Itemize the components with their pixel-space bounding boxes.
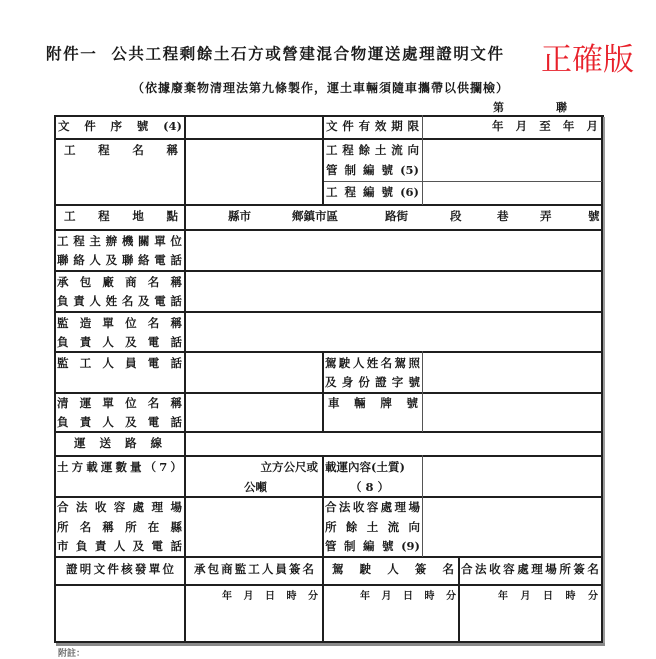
supervisor-label-line1: 監 造 單 位 名 稱	[57, 316, 182, 330]
project-no-field[interactable]	[424, 183, 601, 204]
table-shadow-right	[603, 117, 605, 644]
supervisor-field[interactable]	[186, 313, 601, 351]
location-number: 號	[588, 209, 600, 223]
footnote-label: 附註：	[58, 649, 86, 659]
project-name-label: 工 程 名 稱	[64, 143, 178, 157]
doc-serial-label: 文 件 序 號 (4)	[58, 119, 182, 133]
table-shadow-bottom	[56, 643, 605, 646]
copy-number-label-prefix: 第	[493, 101, 504, 114]
route-field[interactable]	[186, 433, 601, 455]
contractor-label-line2: 負 責 人 姓 名 及 電 話	[57, 294, 182, 308]
location-township: 鄉鎮市區	[292, 209, 338, 223]
plate-label: 車 輛 牌 號	[328, 396, 418, 410]
flow-control-label-line1: 工 程 餘 土 流 向	[326, 143, 419, 157]
quantity-label: 土 方 載 運 數 量 （ 7 ）	[57, 460, 182, 474]
inspector-phone-label: 監 工 人 員 電 話	[57, 356, 182, 370]
sig-datetime-contractor: 年 月 日 時 分	[222, 591, 318, 602]
project-no-label: 工 程 編 號 (6)	[326, 185, 419, 199]
disposal-flow-label-line1: 合 法 收 容 處 理 場	[325, 500, 420, 514]
sig-header-disposal-site: 合 法 收 容 處 理 場 所 簽 名	[461, 562, 599, 576]
disposal-flow-label-line2: 所 餘 土 流 向	[325, 520, 420, 534]
disposal-label-line1: 合 法 收 容 處 理 場	[57, 500, 182, 514]
copy-number-label-suffix: 聯	[556, 101, 567, 114]
contractor-field[interactable]	[186, 272, 601, 311]
attachment-label: 附件一	[46, 44, 98, 63]
contractor-label-line1: 承 包 廠 商 名 稱	[57, 275, 182, 289]
title-text: 公共工程剩餘土石方或營建混合物運送處理證明文件	[111, 44, 505, 63]
disposal-label-line2: 所 名 稱 所 在 縣	[57, 520, 182, 534]
agency-label-line2: 聯 絡 人 及 聯 絡 電 話	[57, 253, 182, 267]
sig-datetime-disposal: 年 月 日 時 分	[498, 591, 598, 602]
driver-field[interactable]	[424, 353, 601, 392]
quantity-unit-ton: 公噸	[244, 480, 267, 494]
disposal-field[interactable]	[186, 498, 322, 556]
plate-field[interactable]	[424, 394, 601, 431]
agency-field[interactable]	[186, 231, 601, 270]
doc-valid-label: 文 件 有 效 期 限	[326, 119, 419, 133]
hauler-label-line1: 清 運 單 位 名 稱	[57, 396, 182, 410]
content-label-line2: （ 8 ）	[350, 480, 390, 494]
location-label: 工 程 地 點	[64, 209, 178, 223]
doc-serial-field[interactable]	[186, 117, 322, 138]
disposal-flow-label-line3: 管 制 編 號 (9)	[325, 539, 420, 553]
sig-field-driver[interactable]	[324, 586, 458, 641]
document-subtitle: （依據廢棄物清理法第九條製作，運土車輛須隨車攜帶以供攔檢）	[132, 81, 510, 95]
sig-header-driver: 駕 駛 人 簽 名	[332, 562, 454, 576]
content-label-line1: 載運內容(土質)	[325, 460, 405, 474]
disposal-flow-field[interactable]	[424, 498, 601, 556]
inspector-phone-field[interactable]	[186, 353, 322, 392]
sig-field-contractor-inspector[interactable]	[186, 586, 322, 641]
route-label: 運 送 路 線	[74, 436, 162, 450]
location-road: 路街	[385, 209, 408, 223]
driver-label-line1: 駕 駛 人 姓 名 駕 照	[325, 356, 420, 370]
location-county: 縣市	[228, 209, 251, 223]
sig-datetime-driver: 年 月 日 時 分	[360, 591, 456, 602]
location-alley: 弄	[540, 209, 552, 223]
hauler-field[interactable]	[186, 394, 322, 431]
location-field[interactable]	[186, 206, 601, 228]
sig-header-issuer: 證 明 文 件 核 發 單 位	[66, 562, 174, 576]
location-section: 段	[450, 209, 462, 223]
location-lane: 巷	[497, 209, 509, 223]
hauler-label-line2: 負 責 人 及 電 話	[57, 415, 182, 429]
correct-version-stamp: 正確版	[541, 42, 634, 78]
flow-control-field[interactable]	[424, 140, 601, 181]
flow-control-label-line2: 管 制 編 號 (5)	[326, 163, 419, 177]
driver-label-line2: 及 身 份 證 字 號	[325, 375, 420, 389]
sig-field-disposal-site[interactable]	[460, 586, 601, 641]
doc-valid-field[interactable]: 年 月 至 年 月	[492, 119, 598, 133]
quantity-field[interactable]	[186, 457, 322, 496]
sig-field-issuer[interactable]	[56, 586, 184, 641]
disposal-label-line3: 市 負 責 人 及 電 話	[57, 539, 182, 553]
project-name-field[interactable]	[186, 140, 322, 204]
agency-label-line1: 工 程 主 辦 機 關 單 位	[57, 234, 182, 248]
content-field[interactable]	[424, 457, 601, 496]
sig-header-contractor-inspector: 承 包 商 監 工 人 員 簽 名	[194, 562, 314, 576]
quantity-unit-cubic-meter: 立方公尺或	[260, 460, 318, 474]
supervisor-label-line2: 負 責 人 及 電 話	[57, 335, 182, 349]
